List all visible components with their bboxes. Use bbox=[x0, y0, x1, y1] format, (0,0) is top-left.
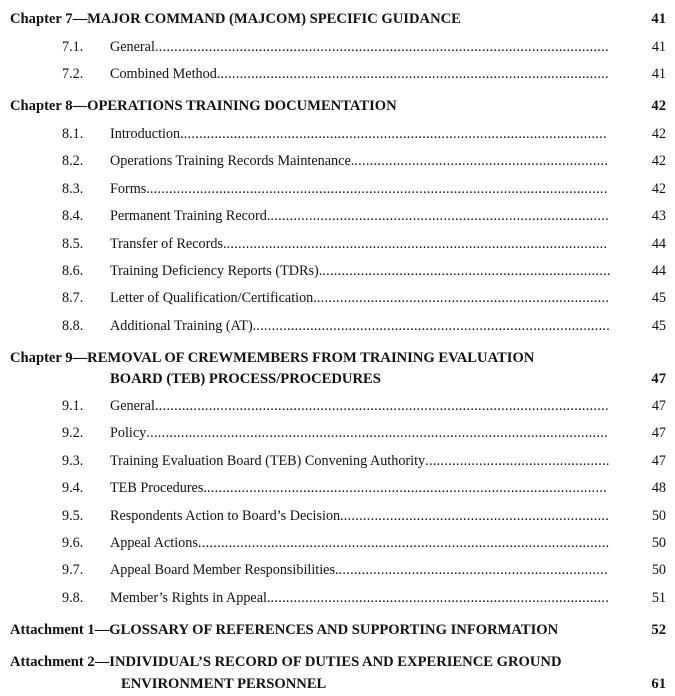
heading-text: Attachment 2—INDIVIDUAL’S RECORD OF DUTIES AND EXPERIENCE GROUND bbox=[10, 654, 562, 670]
section-heading[interactable] bbox=[0, 348, 675, 368]
dot-leader: ........................................................................................................... bbox=[197, 535, 610, 551]
entry-label: Forms. bbox=[110, 180, 150, 197]
entry-title bbox=[110, 396, 614, 416]
entry-label: Appeal Board Member Responsibilities. bbox=[110, 562, 339, 579]
dot-leader: ........................................................................................ bbox=[270, 589, 610, 606]
entry-label: General bbox=[110, 398, 155, 414]
page-number: 50 bbox=[651, 562, 666, 579]
page-number: 44 bbox=[651, 235, 666, 252]
entry-title bbox=[110, 588, 614, 608]
page-number: 47 bbox=[651, 425, 666, 442]
page-number: 42 bbox=[651, 98, 666, 114]
entry-title bbox=[110, 533, 614, 553]
page-number: 45 bbox=[651, 290, 666, 307]
page-number: 52 bbox=[651, 622, 666, 638]
entry-number: 9.1. bbox=[62, 398, 84, 414]
heading-text: BOARD (TEB) PROCESS/PROCEDURES bbox=[110, 371, 381, 387]
toc-entry[interactable] bbox=[0, 423, 675, 443]
entry-number: 8.1. bbox=[62, 126, 84, 142]
toc-entry[interactable] bbox=[0, 37, 675, 57]
page-number: 44 bbox=[651, 263, 666, 279]
dot-leader: ..................................................................... bbox=[343, 507, 610, 524]
entry-title bbox=[110, 124, 614, 144]
page-number: 51 bbox=[651, 589, 666, 606]
entry-title bbox=[110, 234, 614, 254]
page-number: 50 bbox=[651, 535, 666, 551]
dot-leader: ........................................................................................ bbox=[270, 208, 609, 225]
toc-entry[interactable] bbox=[0, 588, 675, 608]
toc-entry[interactable] bbox=[0, 124, 675, 144]
dot-leader: ........................................................................................................ bbox=[206, 480, 608, 497]
section-heading[interactable] bbox=[0, 9, 675, 29]
entry-label: Transfer of Records. bbox=[110, 235, 227, 252]
entry-label: Combined Method. bbox=[110, 66, 221, 83]
toc-entry[interactable] bbox=[0, 316, 675, 336]
entry-label: Additional Training (AT). bbox=[110, 317, 257, 334]
entry-number: 9.6. bbox=[62, 535, 84, 551]
entry-label: General bbox=[110, 39, 155, 55]
entry-label: Operations Training Records Maintenance. bbox=[110, 153, 355, 170]
entry-label: Appeal Actions bbox=[110, 535, 198, 551]
entry-label: Member’s Rights in Appeal. bbox=[110, 589, 271, 606]
page-number: 41 bbox=[651, 39, 666, 55]
entry-number: 8.2. bbox=[62, 153, 84, 170]
entry-number: 7.1. bbox=[62, 39, 84, 55]
dot-leader: .............................................................................................................. bbox=[183, 126, 607, 142]
entry-title bbox=[110, 64, 614, 84]
entry-title bbox=[110, 37, 614, 57]
entry-title bbox=[110, 423, 614, 443]
entry-number: 9.3. bbox=[62, 452, 84, 469]
entry-number: 8.6. bbox=[62, 263, 84, 279]
dot-leader: ....................................................................................................................... bbox=[149, 180, 608, 197]
page-number: 41 bbox=[651, 66, 666, 83]
section-heading-continued[interactable] bbox=[0, 674, 675, 694]
entry-title bbox=[110, 451, 614, 471]
toc-entry[interactable] bbox=[0, 288, 675, 308]
page-number: 45 bbox=[651, 317, 666, 334]
entry-label: Respondents Action to Board’s Decision. bbox=[110, 507, 344, 524]
page-number: 50 bbox=[651, 507, 666, 524]
section-heading[interactable] bbox=[0, 620, 675, 640]
toc-entry[interactable] bbox=[0, 396, 675, 416]
heading-text: Chapter 9—REMOVAL OF CREWMEMBERS FROM TRAINING EVALUATION bbox=[10, 350, 535, 366]
entry-label: Policy bbox=[110, 425, 147, 442]
page-number: 47 bbox=[651, 371, 666, 387]
entry-number: 9.5. bbox=[62, 507, 84, 524]
entry-title bbox=[110, 288, 614, 308]
dot-leader: ..................................................................................................... bbox=[220, 66, 609, 83]
dot-leader: ........................................................................... bbox=[322, 263, 611, 279]
dot-leader: ...................................................................................................................... bbox=[154, 39, 609, 55]
toc-entry[interactable] bbox=[0, 64, 675, 84]
entry-title bbox=[110, 478, 614, 498]
heading-text: Chapter 7—MAJOR COMMAND (MAJCOM) SPECIFIC GUIDANCE bbox=[10, 11, 461, 27]
entry-number: 7.2. bbox=[62, 66, 84, 83]
entry-label: Letter of Qualification/Certification. bbox=[110, 290, 317, 307]
page-number: 61 bbox=[651, 676, 666, 692]
toc-entry[interactable] bbox=[0, 234, 675, 254]
entry-number: 9.4. bbox=[62, 480, 84, 497]
entry-number: 9.2. bbox=[62, 425, 84, 442]
page-number: 47 bbox=[651, 398, 666, 414]
entry-label: Introduction. bbox=[110, 126, 184, 142]
section-heading[interactable] bbox=[0, 652, 675, 672]
toc-entry[interactable] bbox=[0, 206, 675, 226]
entry-title bbox=[110, 206, 614, 226]
toc-entry[interactable] bbox=[0, 478, 675, 498]
entry-number: 8.4. bbox=[62, 208, 84, 225]
entry-number: 9.8. bbox=[62, 589, 84, 606]
page-number: 43 bbox=[651, 208, 666, 225]
toc-entry[interactable] bbox=[0, 506, 675, 526]
toc-entry[interactable] bbox=[0, 261, 675, 281]
dot-leader: .................................................................. bbox=[354, 153, 609, 170]
dot-leader: ...................................................................................................................... bbox=[154, 398, 609, 414]
heading-text: ENVIRONMENT PERSONNEL bbox=[121, 676, 327, 692]
toc-entry[interactable] bbox=[0, 451, 675, 471]
section-heading[interactable] bbox=[0, 96, 675, 116]
page-number: 47 bbox=[651, 452, 666, 469]
page-number: 42 bbox=[651, 153, 666, 170]
entry-title bbox=[110, 151, 614, 171]
toc-entry[interactable] bbox=[0, 151, 675, 171]
entry-number: 8.5. bbox=[62, 235, 84, 252]
entry-label: TEB Procedures. bbox=[110, 480, 207, 497]
page-number: 42 bbox=[651, 126, 666, 142]
page-number: 41 bbox=[651, 11, 666, 27]
entry-number: 8.3. bbox=[62, 180, 84, 197]
dot-leader: ............................................................................ bbox=[316, 290, 610, 307]
dot-leader: ................................................................................................... bbox=[226, 235, 608, 252]
page-number: 42 bbox=[651, 180, 666, 197]
entry-label: Training Deficiency Reports (TDRs). bbox=[110, 263, 323, 279]
heading-text: Attachment 1—GLOSSARY OF REFERENCES AND SUPPORTING INFORMATION bbox=[10, 622, 559, 638]
entry-number: 8.8. bbox=[62, 317, 84, 334]
toc-entry[interactable] bbox=[0, 560, 675, 580]
toc-entry[interactable] bbox=[0, 179, 675, 199]
dot-leader: ................................................ bbox=[425, 452, 610, 469]
entry-number: 9.7. bbox=[62, 562, 84, 579]
dot-leader: ........................................................................................................................ bbox=[146, 425, 608, 442]
entry-title bbox=[110, 179, 614, 199]
entry-title bbox=[110, 316, 614, 336]
entry-label: Permanent Training Record. bbox=[110, 208, 271, 225]
entry-number: 8.7. bbox=[62, 290, 84, 307]
page-number: 48 bbox=[651, 480, 666, 497]
entry-title bbox=[110, 560, 614, 580]
heading-text: Chapter 8—OPERATIONS TRAINING DOCUMENTATION bbox=[10, 98, 397, 114]
toc-entry[interactable] bbox=[0, 533, 675, 553]
entry-label: Training Evaluation Board (TEB) Convening Authority bbox=[110, 452, 426, 469]
section-heading-continued[interactable] bbox=[0, 369, 675, 389]
entry-title bbox=[110, 261, 614, 281]
dot-leader: ...................................................................... bbox=[338, 562, 608, 579]
dot-leader: ............................................................................................ bbox=[256, 317, 611, 334]
entry-title bbox=[110, 506, 614, 526]
